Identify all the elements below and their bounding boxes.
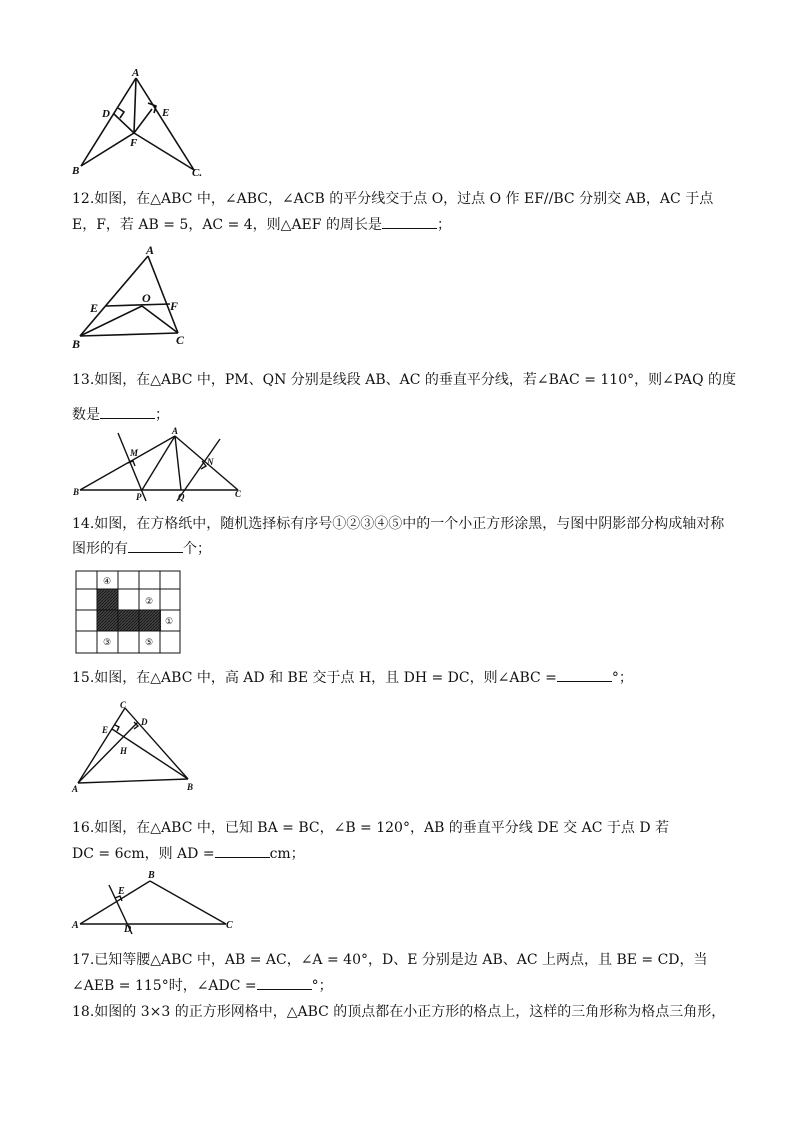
q17-answer-blank[interactable] <box>257 975 312 990</box>
label-E: E <box>162 107 170 119</box>
label-D: D <box>141 717 148 727</box>
label-C: C. <box>192 167 203 178</box>
cell-label-5: ⑤ <box>145 637 154 647</box>
label-P: P <box>136 492 142 502</box>
q12-line1: 12.如图，在△ABC 中，∠ABC，∠ACB 的平分线交于点 O，过点 O 作 EF//BC 分别交 AB，AC 于点 <box>72 191 714 207</box>
q14-line2-text: 图形的有 <box>72 541 128 557</box>
label-H: H <box>120 746 128 756</box>
label-C: C <box>235 489 242 499</box>
q17-line2-text: ∠AEB = 115°时，∠ADC = <box>72 978 257 994</box>
label-E: E <box>90 301 99 315</box>
q13-line2-text: 数是 <box>72 407 100 423</box>
q16-line1: 16.如图，在△ABC 中，已知 BA = BC，∠B = 120°，AB 的垂直平分线 DE 交 AC 于点 D 若 <box>72 820 670 836</box>
label-A: A <box>72 920 79 931</box>
label-B: B <box>72 165 80 177</box>
label-C: C <box>120 700 127 710</box>
label-C: C <box>226 920 233 931</box>
label-M: M <box>130 448 139 458</box>
cell-label-1: ① <box>165 616 174 626</box>
label-F: F <box>170 299 179 313</box>
q14-tail: 个； <box>183 541 211 557</box>
label-E: E <box>102 725 109 735</box>
shaded-cell <box>97 610 161 631</box>
q16-line2 <box>72 843 305 864</box>
cell-label-2: ② <box>145 596 154 606</box>
label-D: D <box>102 108 110 120</box>
label-Q: Q <box>178 492 185 502</box>
figure-q16 <box>68 868 240 940</box>
label-A: A <box>146 243 155 257</box>
figure-q11 <box>66 66 216 178</box>
label-A: A <box>72 784 79 794</box>
q12-line2 <box>72 214 451 235</box>
figure-q12 <box>66 242 196 352</box>
label-N: N <box>207 457 214 467</box>
q12-answer-blank[interactable] <box>382 214 437 229</box>
q13-line1: 13.如图，在△ABC 中，PM、QN 分别是线段 AB、AC 的垂直平分线，若∠BAC = 110°，则∠PAQ 的度 <box>72 372 737 388</box>
q16-answer-blank[interactable] <box>215 843 270 858</box>
cell-label-4: ④ <box>103 576 112 586</box>
q18-line1: 18.如图的 3×3 的正方形网格中，△ABC 的顶点都在小正方形的格点上，这样的三角形称为格点三角形， <box>72 1004 726 1020</box>
q12-tail: ； <box>436 217 451 233</box>
label-B: B <box>72 337 81 351</box>
label-F: F <box>130 137 138 149</box>
figure-q13 <box>70 425 248 503</box>
label-O: O <box>142 291 151 305</box>
q14-line2 <box>72 538 211 559</box>
label-B: B <box>148 870 155 881</box>
q12-line2-text: E，F，若 AB = 5，AC = 4，则△AEF 的周长是 <box>72 217 382 233</box>
figure-q15 <box>68 698 200 794</box>
q15-line1-text: 15.如图，在△ABC 中，高 AD 和 BE 交于点 H，且 DH = DC，则∠ABC = <box>72 670 557 686</box>
shaded-cell <box>97 589 118 610</box>
q15-answer-blank[interactable] <box>557 667 612 682</box>
q14-answer-blank[interactable] <box>128 538 183 553</box>
figure-q14-grid <box>74 569 182 655</box>
label-B: B <box>187 782 194 792</box>
q13-tail: ； <box>155 407 169 423</box>
label-A: A <box>172 426 179 436</box>
label-C: C <box>176 333 185 347</box>
q17-line2 <box>72 975 333 996</box>
label-E: E <box>118 886 125 897</box>
q17-tail: °； <box>311 978 333 994</box>
q17-line1: 17.已知等腰△ABC 中，AB = AC，∠A = 40°，D、E 分别是边 AB、AC 上两点，且 BE = CD，当 <box>72 952 708 968</box>
q13-answer-blank[interactable] <box>100 404 155 419</box>
label-B: B <box>73 487 80 497</box>
q15-tail: °； <box>611 670 633 686</box>
q16-line2-text: DC = 6cm，则 AD = <box>72 846 215 862</box>
q13-line2 <box>72 404 169 425</box>
q16-tail: cm； <box>269 846 305 862</box>
label-A: A <box>132 67 140 79</box>
q14-line1: 14.如图，在方格纸中，随机选择标有序号①②③④⑤中的一个小正方形涂黑，与图中阴影部分构成轴对称 <box>72 516 725 532</box>
label-D: D <box>124 924 132 935</box>
q15-line1 <box>72 667 633 688</box>
cell-label-3: ③ <box>103 637 112 647</box>
